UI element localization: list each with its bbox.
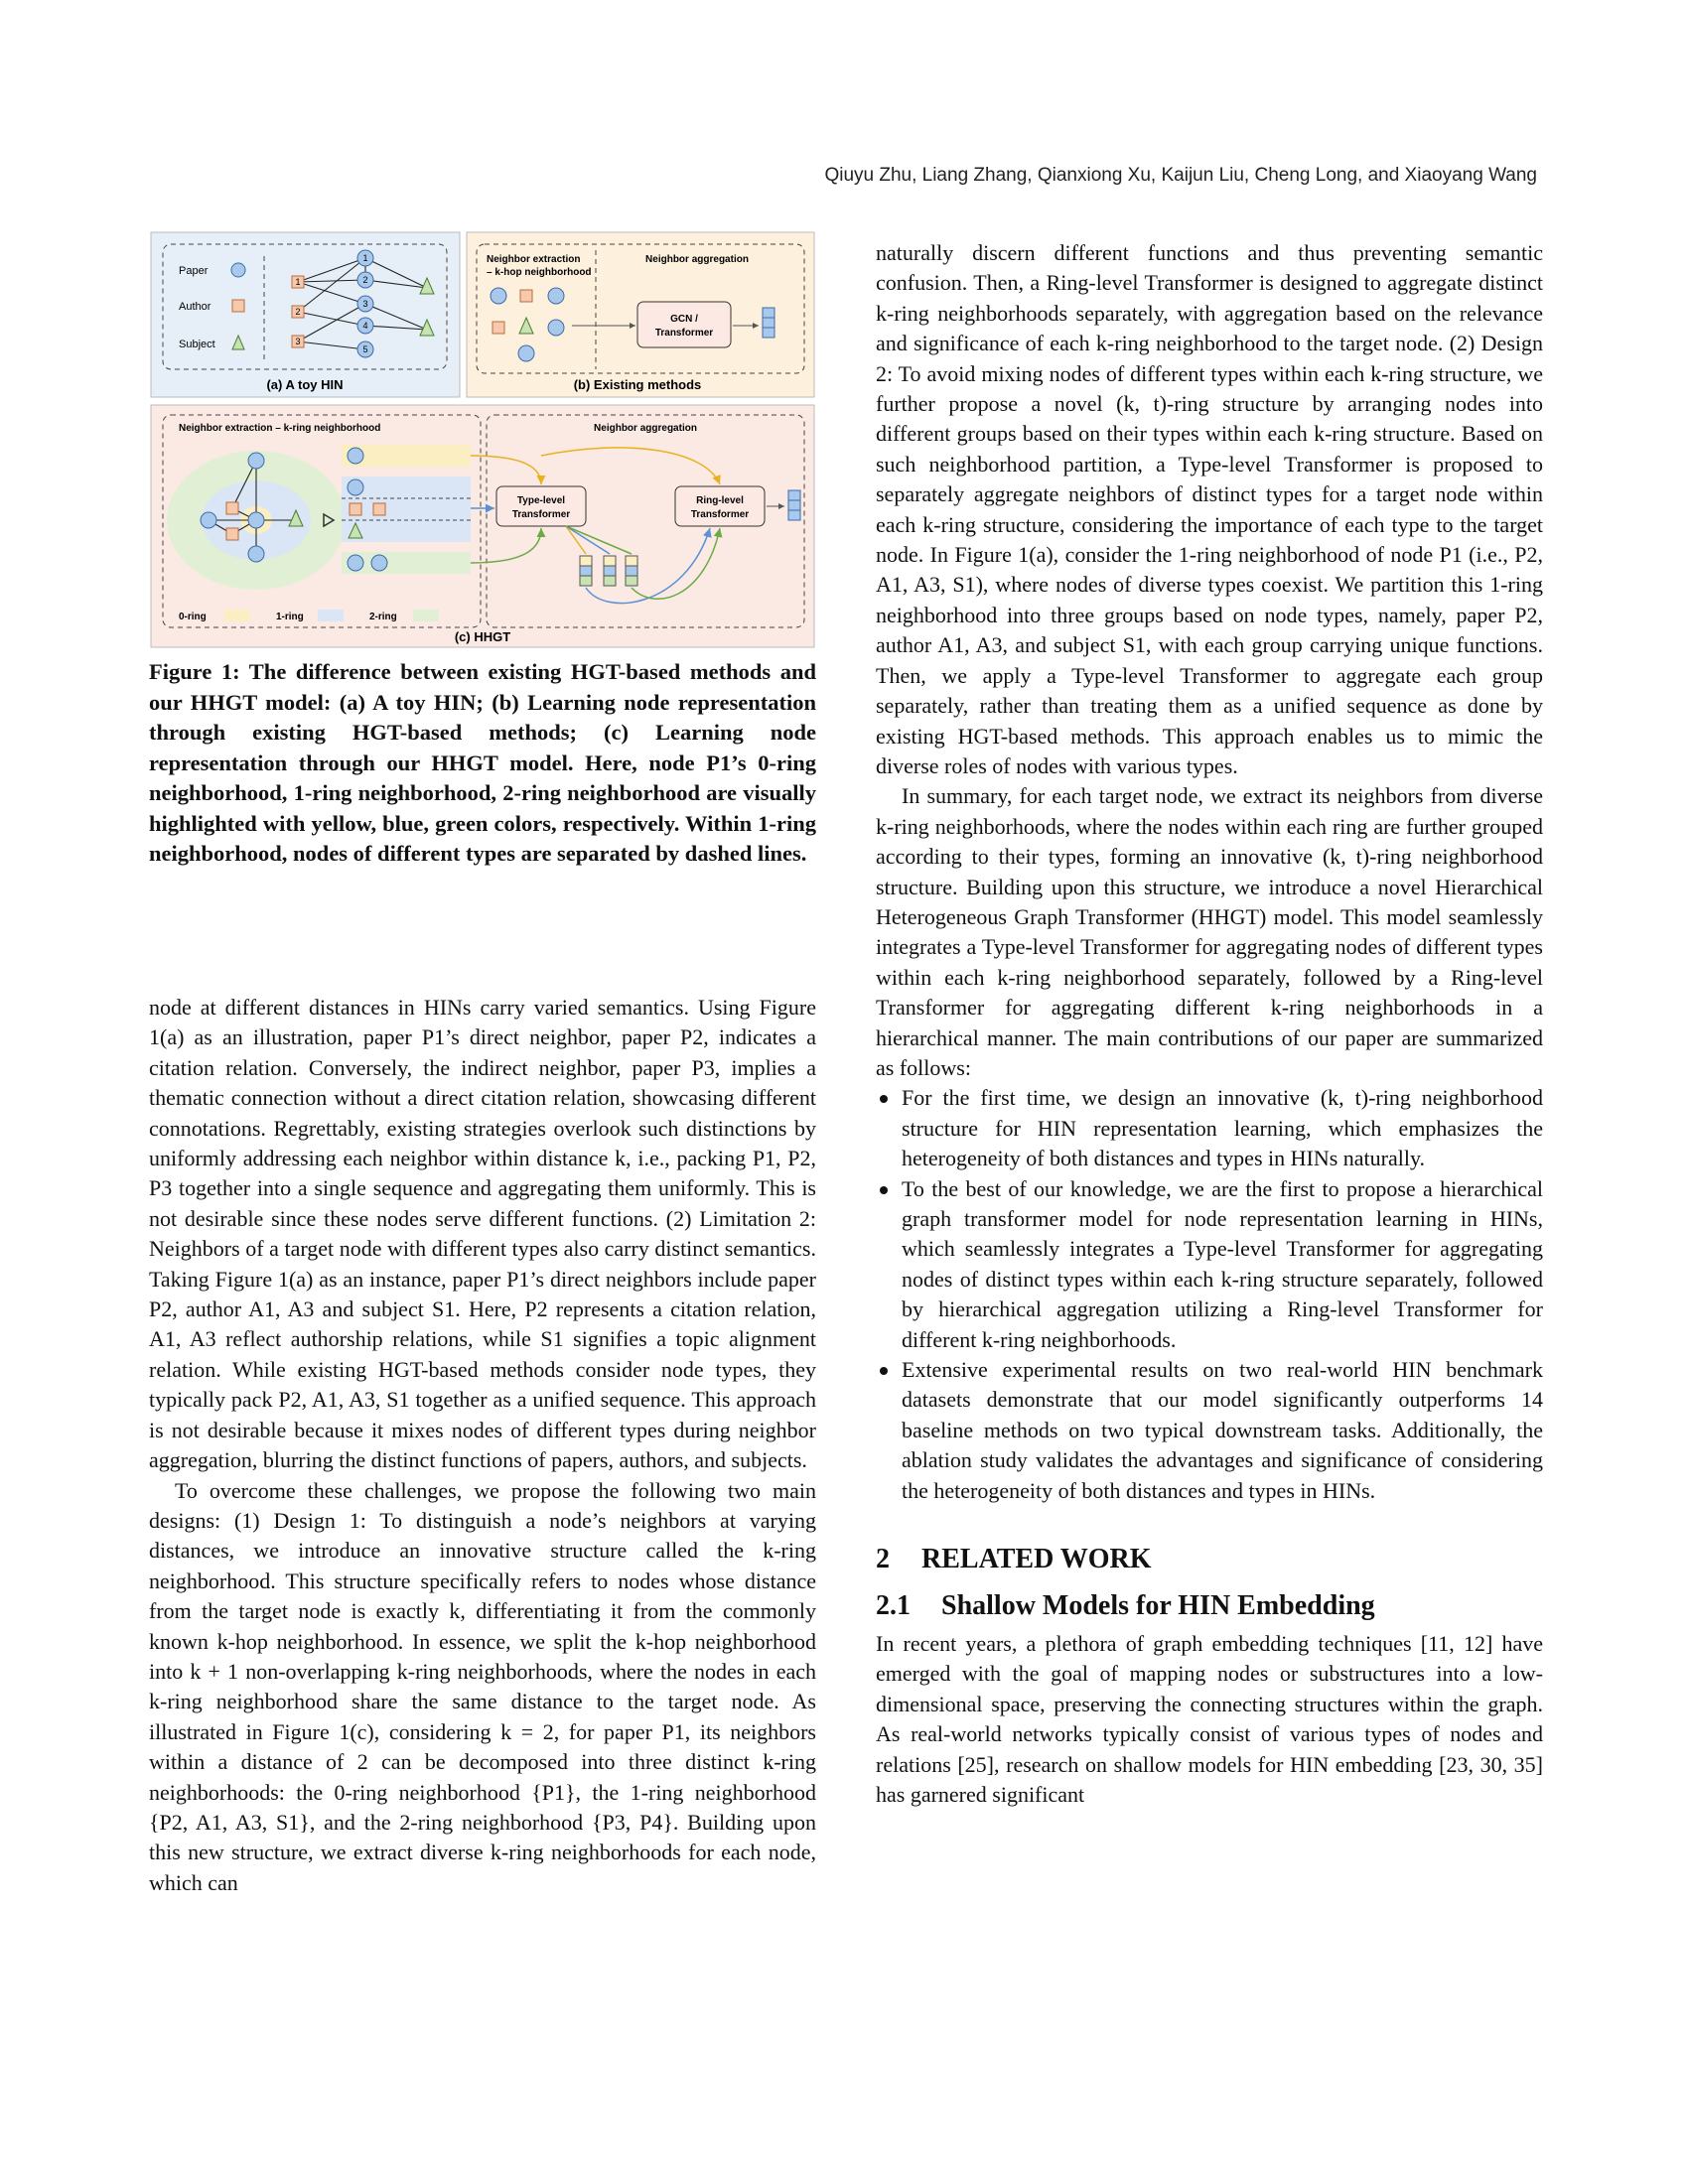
ring-tf-1: Ring-level — [696, 495, 744, 506]
panel-b-aggregate: Neighbor aggregation — [645, 254, 749, 265]
svg-text:3: 3 — [295, 337, 301, 346]
svg-text:1: 1 — [295, 277, 301, 287]
panel-b-title: (b) Existing methods — [573, 377, 702, 392]
right-column — [876, 238, 1543, 1811]
type-tf-2: Transformer — [511, 509, 571, 520]
list-item: Extensive experimental results on two real-world HIN benchmark datasets demonstrate that our model significantly outperforms 14 baseline methods on two typical downstream tasks. Additionally, the ablation study validates the advantages and significance of considering the heterogeneity of both distances and types in HINs. — [876, 1355, 1543, 1506]
paragraph: In recent years, a plethora of graph embedding techniques [11, 12] have emerged with the goal of mapping nodes or substructures into a low-dimensional space, preserving the connecting structures within the graph. As real-world networks typically consist of various types of nodes and relations [25], research on shallow models for HIN embedding [23, 30, 35] has garnered significant — [876, 1631, 1543, 1808]
panel-b-model-2: Transformer — [654, 328, 714, 339]
list-item: To the best of our knowledge, we are the first to propose a hierarchical graph transformer model for node representation learning in HINs, which seamlessly integrates a Type-level Transformer for aggregating nodes of distinct types within each k-ring structure separately, followed by hierarchical aggregation utilizing a Ring-level Transformer for different k-ring neighborhoods. — [876, 1174, 1543, 1355]
paragraph: node at different distances in HINs carry varied semantics. Using Figure 1(a) as an illustration, paper P1’s direct neighbor, paper P2, indicates a citation relation. Conversely, the indirect neighbor, paper P3, implies a thematic connection without a direct citation relation, showcasing different connotations. Regrettably, existing strategies overlook such distinctions by uniformly addressing each neighbor within distance k, i.e., packing P1, P2, P3 together into a single sequence and aggregating them uniformly. This is not desirable since these nodes serve different functions. (2) Limitation 2: Neighbors of a target node with different types also carry distinct semantics. Taking Figure 1(a) as an instance, paper P1’s direct neighbors include paper P2, author A1, A3 and subject S1. Here, P2 represents a citation relation, A1, A3 reflect authorship relations, while S1 signifies a topic alignment relation. While existing HGT-based methods consider node types, they typically pack P2, A1, A3, S1 together as a unified sequence. This approach is not desirable because it mixes nodes of different types during neighbor aggregation, blurring the distinct functions of papers, authors, and subjects. — [149, 995, 816, 1473]
paragraph: naturally discern different functions and thus preventing semantic confusion. Then, a Ring-level Transformer is designed to aggregate distinct k-ring neighborhoods separately, with aggregation based on the relevance and significance of each k-ring neighborhood to the target node. (2) Design 2: To avoid mixing nodes of different types within each k-ring structure, we further propose a novel (k, t)-ring structure by arranging nodes into different groups based on their types within each k-ring structure. Based on such neighborhood partition, a Type-level Transformer is proposed to separately aggregate neighbors of distinct types for a target node within each k-ring structure, considering the importance of each type to the target node. In Figure 1(a), consider the 1-ring neighborhood of node P1 (i.e., P2, A1, A3, S1), where nodes of diverse types coexist. We partition this 1-ring neighborhood into three groups based on node types, namely, paper P2, author A1, A3, and subject S1, with each group carrying unique functions. Then, we apply a Type-level Transformer to aggregate each group separately, rather than treating them as a unified sequence as done by existing HGT-based methods. This approach enables us to mimic the diverse roles of nodes with various types. — [876, 240, 1543, 778]
panel-a-bg — [151, 232, 460, 397]
panel-b-extract: Neighbor extraction — [487, 254, 581, 265]
subsection-title: Shallow Models for HIN Embedding — [941, 1590, 1375, 1622]
panel-a-title: (a) A toy HIN — [266, 377, 344, 392]
ring-1-label: 1-ring — [276, 612, 304, 622]
legend-subject: Subject — [179, 339, 215, 350]
svg-text:5: 5 — [362, 344, 368, 354]
subsection-heading — [876, 1587, 1543, 1625]
paragraph: In summary, for each target node, we extract its neighbors from diverse k-ring neighborhoods, where the nodes within each ring are further grouped according to their types, forming an innovative (k, t)-ring neighborhood structure. Building upon this structure, we introduce a novel Hierarchical Heterogeneous Graph Transformer (HHGT) model. This model seamlessly integrates a Type-level Transformer for aggregating nodes of different types within each k-ring neighborhood separately, followed by a Ring-level Transformer for aggregating different k-ring neighborhoods in a hierarchical manner. The main contributions of our paper are summarized as follows: — [876, 783, 1543, 1080]
legend-paper: Paper — [179, 265, 209, 277]
section-title: RELATED WORK — [921, 1544, 1152, 1575]
ring-0-label: 0-ring — [179, 612, 207, 622]
svg-text:4: 4 — [362, 321, 368, 331]
contributions-list — [876, 1083, 1543, 1506]
ring-2-label: 2-ring — [369, 612, 397, 622]
subsection-number: 2.1 — [876, 1590, 911, 1622]
svg-text:2: 2 — [295, 307, 301, 317]
list-item: For the first time, we design an innovative (k, t)-ring neighborhood structure for HIN representation learning, which emphasizes the heterogeneity of both distances and types in HINs naturally. — [876, 1083, 1543, 1173]
svg-text:1: 1 — [362, 253, 368, 263]
panel-b-extract-2: – k-hop neighborhood — [487, 267, 592, 278]
figure-1 — [149, 230, 816, 649]
svg-text:3: 3 — [362, 299, 368, 309]
panel-c-aggregate: Neighbor aggregation — [594, 423, 697, 434]
paragraph: To overcome these challenges, we propose the following two main designs: (1) Design 1: To distinguish a node’s neighbors at varying distances, we introduce an innovative structure called the k-ring neighborhood. This structure specifically refers to nodes whose distance from the target node is exactly k, differentiating it from the commonly known k-hop neighborhood. In essence, we split the k-hop neighborhood into k + 1 non-overlapping k-ring neighborhoods, where the nodes in each k-ring neighborhood share the same distance to the target node. As illustrated in Figure 1(c), considering k = 2, for paper P1, its neighbors within a distance of 2 can be decomposed into three distinct k-ring neighborhoods: the 0-ring neighborhood {P1}, the 1-ring neighborhood {P2, A1, A3, S1}, and the 2-ring neighborhood {P3, P4}. Building upon this new structure, we extract diverse k-ring neighborhoods for each node, which can — [149, 1477, 816, 1895]
panel-c-extract: Neighbor extraction – k-ring neighborhood — [179, 423, 381, 434]
figure-caption: Figure 1: The difference between existing HGT-based methods and our HHGT model: (a) A toy HIN; (b) Learning node representation through existing HGT-based methods; (c) Learning node representation through our HHGT model. Here, node P1’s 0-ring neighborhood, 1-ring neighborhood, 2-ring neighborhood are visually highlighted with yellow, blue, green colors, respectively. Within 1-ring neighborhood, nodes of different types are separated by dashed lines. — [149, 659, 816, 867]
ring-tf-2: Transformer — [690, 509, 750, 520]
left-column — [149, 993, 816, 1898]
legend-author: Author — [179, 301, 211, 313]
section-number: 2 — [876, 1544, 890, 1575]
running-header: Qiuyu Zhu, Liang Zhang, Qianxiong Xu, Kaijun Liu, Cheng Long, and Xiaoyang Wang — [824, 165, 1537, 186]
panel-b-model-1: GCN / — [670, 314, 698, 325]
panel-c-title: (c) HHGT — [454, 629, 511, 644]
type-tf-1: Type-level — [516, 495, 566, 506]
svg-text:2: 2 — [362, 275, 368, 285]
section-heading — [876, 1542, 1543, 1577]
figure-block — [149, 230, 816, 870]
